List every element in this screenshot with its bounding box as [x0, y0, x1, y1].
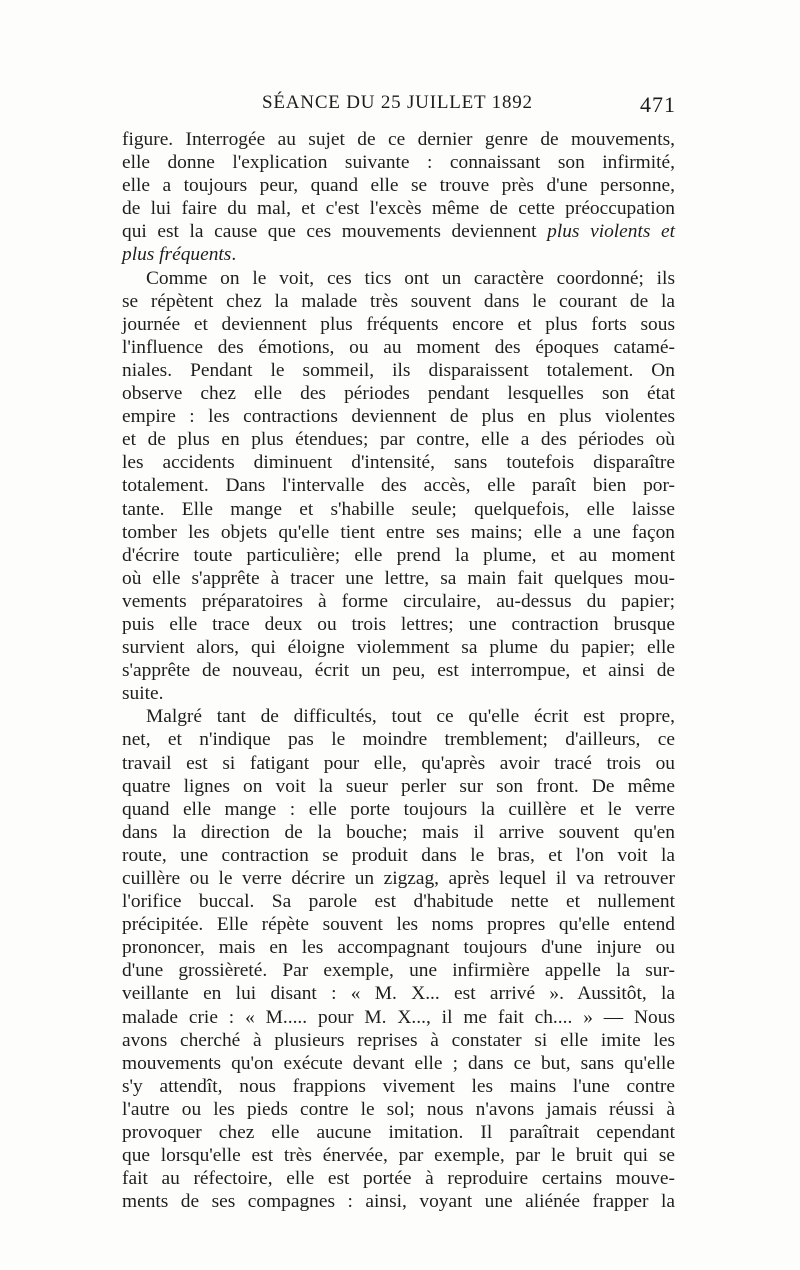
- text-line: [122, 474, 675, 497]
- page-header: [122, 92, 682, 132]
- text-line-content: route, une contraction se produit dans le bras, et l'on voit la: [122, 844, 675, 866]
- text-line: [122, 451, 675, 474]
- text-line: [122, 544, 675, 567]
- text-line-content: l'autre ou les pieds contre le sol; nous n'avons jamais réussi à: [122, 1098, 675, 1120]
- text-line-content: Malgré tant de difficultés, tout ce qu'elle écrit est propre,: [146, 706, 675, 728]
- text-line-content: et de plus en plus étendues; par contre, elle a des périodes où: [122, 429, 675, 451]
- text-line-content: figure. Interrogée au sujet de ce dernier genre de mouvements,: [122, 129, 675, 150]
- text-line: [122, 336, 675, 359]
- text-line-content: provoquer chez elle aucune imitation. Il paraîtrait cependant: [122, 1122, 675, 1144]
- text-line-content: elle a toujours peur, quand elle se trouve près d'une personne,: [122, 175, 675, 197]
- text-line-content: d'écrire toute particulière; elle prend la plume, et au moment: [122, 544, 675, 566]
- text-line: [122, 428, 675, 451]
- text-line: [122, 405, 675, 428]
- text-line-content: observe chez elle des périodes pendant lesquelles son état: [122, 383, 675, 405]
- text-line-content: qui est la cause que ces mouvements deviennent: [122, 221, 548, 243]
- text-line: [122, 220, 675, 243]
- text-line-content: de lui faire du mal, et c'est l'excès même de cette préoccupation: [122, 198, 675, 220]
- text-line-content: mouvements qu'on exécute devant elle ; dans ce but, sans qu'elle: [122, 1052, 675, 1074]
- text-line: [122, 936, 675, 959]
- text-line-content: tante. Elle mange et s'habille seule; quelquefois, elle laisse: [122, 498, 675, 520]
- text-line-content: se répètent chez la malade très souvent dans le courant de la: [122, 290, 675, 312]
- text-line-content: puis elle trace deux ou trois lettres; une contraction brusque: [122, 613, 675, 635]
- text-line-content: journée et deviennent plus fréquents encore et plus forts sous: [122, 313, 675, 335]
- text-line-content: l'orifice buccal. Sa parole est d'habitude nette et nullement: [122, 891, 675, 913]
- text-line: [122, 128, 675, 151]
- text-line: [122, 705, 675, 728]
- text-line: [122, 959, 675, 982]
- text-line-content: tomber les objets qu'elle tient entre ses mains; elle a une façon: [122, 521, 675, 543]
- text-line: [122, 1098, 675, 1121]
- text-line-content: cuillère ou le verre décrire un zigzag, après lequel il va retrouver: [122, 868, 675, 889]
- text-line: [122, 1144, 675, 1167]
- text-line-content: quatre lignes on voit la sueur perler sur son front. De même: [122, 775, 675, 797]
- text-line: [122, 174, 675, 197]
- text-line-content: ments de ses compagnes : ainsi, voyant une aliénée frapper la: [122, 1191, 675, 1213]
- text-line-content: où elle s'apprête à tracer une lettre, sa main fait quelques mou-: [122, 567, 675, 589]
- text-line-content: net, et n'indique pas le moindre tremblement; d'ailleurs, ce: [122, 729, 675, 751]
- text-line: [122, 313, 675, 336]
- text-line: [122, 913, 675, 936]
- text-line: [122, 890, 675, 913]
- text-line-content: s'apprête de nouveau, écrit un peu, est interrompue, et ainsi de: [122, 660, 675, 682]
- text-line: [122, 682, 675, 705]
- text-line: [122, 290, 675, 313]
- text-line: [122, 1167, 675, 1190]
- text-line: [122, 1190, 675, 1213]
- italic-emphasis: plus fréquents: [122, 244, 232, 266]
- text-line-content: les accidents diminuent d'intensité, sans toutefois disparaître: [122, 452, 675, 474]
- text-line: [122, 521, 675, 544]
- text-line-content: que lorsqu'elle est très énervée, par exemple, par le bruit qui se: [122, 1145, 675, 1167]
- text-line: [122, 151, 675, 174]
- body-text: [122, 128, 675, 1213]
- text-line: [122, 1121, 675, 1144]
- text-line: [122, 1075, 675, 1098]
- text-line: [122, 1006, 675, 1029]
- text-line: [122, 359, 675, 382]
- text-line: [122, 659, 675, 682]
- text-line-content: empire : les contractions deviennent de plus en plus violentes: [122, 406, 675, 428]
- text-line: [122, 567, 675, 590]
- text-line-content: elle donne l'explication suivante : connaissant son infirmité,: [122, 152, 675, 174]
- text-line: [122, 636, 675, 659]
- text-line: [122, 267, 675, 290]
- text-line: [122, 752, 675, 775]
- text-line: [122, 382, 675, 405]
- text-line-content: suite.: [122, 683, 164, 705]
- text-line: [122, 728, 675, 751]
- text-line-content: fait au réfectoire, elle est portée à reproduire certains mouve-: [122, 1168, 675, 1190]
- text-line-content: niales. Pendant le sommeil, ils disparaissent totalement. On: [122, 359, 675, 381]
- text-line: [122, 498, 675, 521]
- text-line: [122, 197, 675, 220]
- text-line-content: d'une grossièreté. Par exemple, une infirmière appelle la sur-: [122, 960, 675, 982]
- text-line: [122, 775, 675, 798]
- text-line-content: survient alors, qui éloigne violemment sa plume du papier; elle: [122, 637, 675, 659]
- page-number: 471: [640, 92, 676, 117]
- text-line-content: quand elle mange : elle porte toujours la cuillère et le verre: [122, 798, 675, 820]
- text-line-content: l'influence des émotions, ou au moment des époques catamé-: [122, 336, 675, 358]
- text-line: [122, 844, 675, 867]
- text-line-content: prononcer, mais en les accompagnant toujours d'une injure ou: [122, 937, 675, 959]
- text-line: [122, 243, 675, 266]
- running-title: SÉANCE DU 25 JUILLET 1892: [262, 92, 533, 113]
- text-line-content: malade crie : « M..... pour M. X..., il me fait ch.... » — Nous: [122, 1006, 675, 1028]
- text-line: [122, 613, 675, 636]
- text-line: [122, 982, 675, 1005]
- italic-emphasis: plus violents et: [547, 221, 675, 243]
- text-line-content: avons cherché à plusieurs reprises à constater si elle imite les: [122, 1029, 675, 1051]
- text-line-content: s'y attendît, nous frappions vivement les mains l'une contre: [122, 1075, 675, 1097]
- text-line-content: vements préparatoires à forme circulaire, au-dessus du papier;: [122, 590, 675, 612]
- text-line-content: Comme on le voit, ces tics ont un caractère coordonné; ils: [146, 267, 675, 289]
- text-line-content: veillante en lui disant : « M. X... est arrivé ». Aussitôt, la: [122, 983, 675, 1005]
- text-line: [122, 821, 675, 844]
- text-line: [122, 1029, 675, 1052]
- text-line-trailing: .: [231, 244, 237, 266]
- text-line-content: travail est si fatigant pour elle, qu'après avoir tracé trois ou: [122, 752, 675, 774]
- text-line-content: précipitée. Elle répète souvent les noms propres qu'elle entend: [122, 914, 675, 936]
- text-line: [122, 1052, 675, 1075]
- text-line: [122, 798, 675, 821]
- text-line-content: totalement. Dans l'intervalle des accès, elle paraît bien por-: [122, 475, 675, 497]
- text-line: [122, 590, 675, 613]
- text-line-content: dans la direction de la bouche; mais il arrive souvent qu'en: [122, 821, 675, 843]
- text-line: [122, 867, 675, 890]
